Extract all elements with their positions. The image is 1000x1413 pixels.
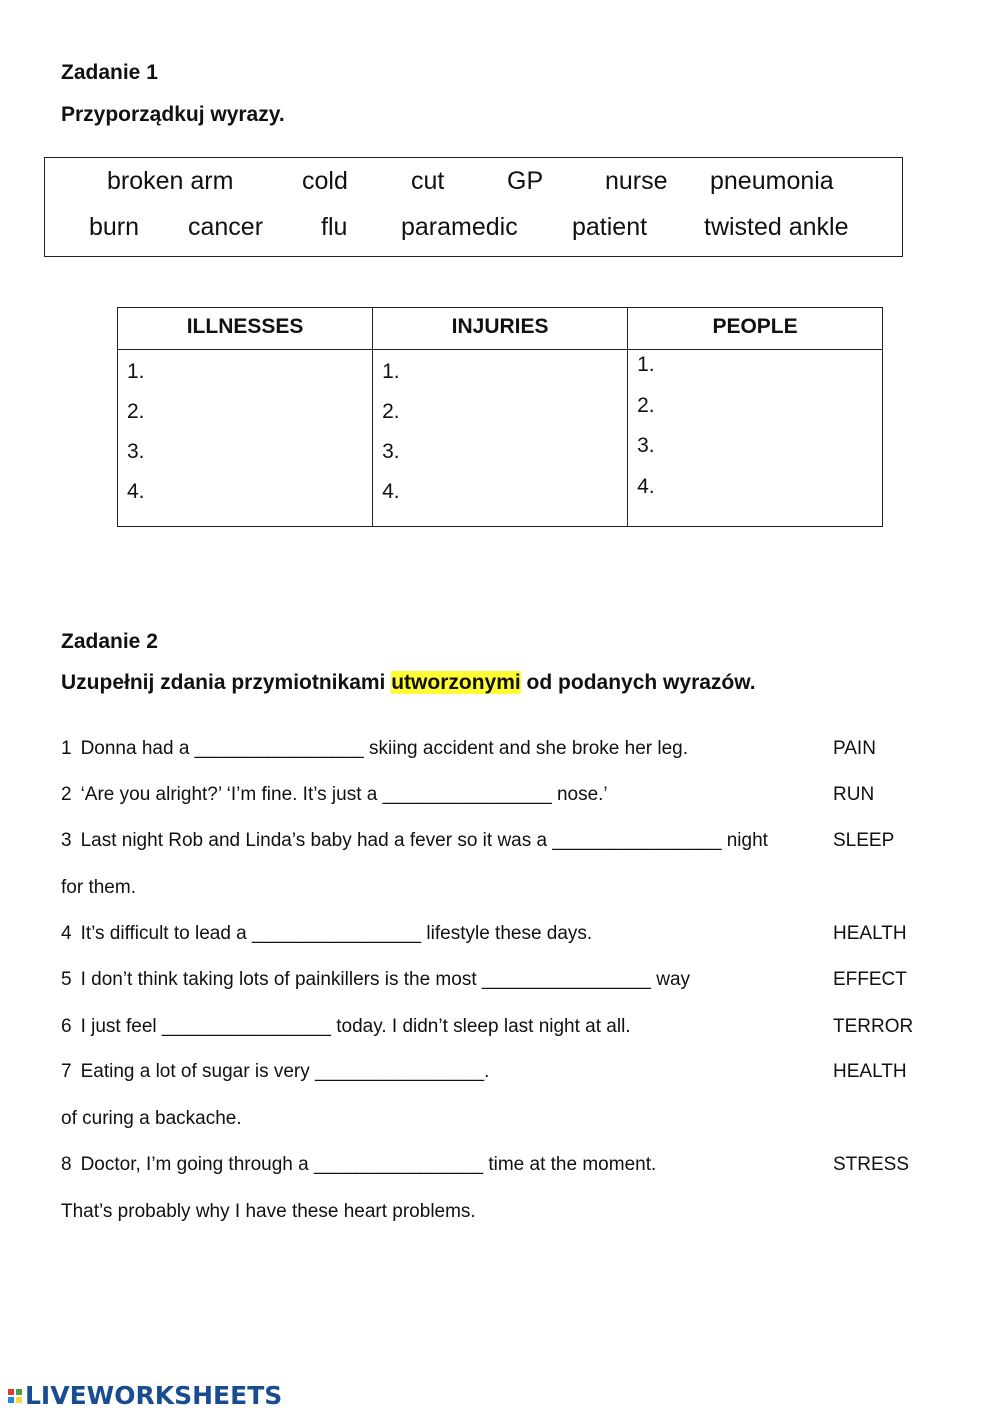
base-word: SLEEP [833,830,895,851]
sentence-text: Eating a lot of sugar is very [80,1061,316,1082]
word-bank-item[interactable]: cold [302,167,348,195]
people-answer-cell[interactable] [628,350,883,527]
logo-icon [8,1389,22,1403]
sentence-continuation: for them. [61,877,136,898]
sentence-number: 6 [61,1016,72,1037]
base-word: STRESS [833,1154,910,1175]
sentence-number: 3 [61,830,72,851]
word-bank-item[interactable]: paramedic [401,213,518,241]
logo-square [8,1397,14,1403]
base-word: TERROR [833,1016,914,1037]
word-bank-item[interactable]: patient [572,213,648,241]
base-word: PAIN [833,738,876,759]
item-number: 4. [127,480,145,503]
logo-square [16,1389,22,1395]
word-bank-item[interactable]: GP [507,167,544,195]
sentence-number: 8 [61,1154,72,1175]
answer-blank[interactable]: ________________ [252,923,422,944]
sentence-number: 7 [61,1061,72,1082]
item-number: 1. [382,360,400,383]
sentence-text: I just feel [80,1016,162,1037]
word-bank-item[interactable]: pneumonia [710,167,834,195]
task1-title: Zadanie 1 [61,61,158,84]
answer-blank[interactable]: ________________ [314,1154,484,1175]
base-word: RUN [833,784,875,805]
base-word: EFFECT [833,969,907,990]
word-bank-item[interactable]: burn [89,213,140,241]
sentence-number: 1 [61,738,72,759]
answer-blank[interactable]: ________________ [194,738,364,759]
item-number: 2. [637,394,655,417]
item-number: 2. [127,400,145,423]
sentence-7 [61,1061,489,1083]
task2-title: Zadanie 2 [61,630,158,653]
logo-text: LIVEWORKSHEETS [25,1381,283,1410]
word-bank-item[interactable]: nurse [605,167,668,195]
item-number: 3. [127,440,145,463]
word-bank [44,157,903,257]
base-word: HEALTH [833,923,907,944]
sentence-5 [61,969,690,991]
answer-blank[interactable]: ________________ [382,784,552,805]
injuries-answer-cell[interactable] [373,350,628,527]
column-header-illnesses: ILLNESSES [118,308,373,350]
item-number: 2. [382,400,400,423]
sentence-text: time at the moment. [483,1154,657,1175]
highlighted-word: utworzonymi [391,671,521,694]
column-header-injuries: INJURIES [373,308,628,350]
item-number: 1. [637,353,655,376]
sentence-number: 4 [61,923,72,944]
sentence-number: 5 [61,969,72,990]
base-word: HEALTH [833,1061,907,1082]
column-header-people: PEOPLE [628,308,883,350]
item-number: 4. [637,475,655,498]
sentence-text: ‘Are you alright?’ ‘I’m fine. It’s just a [80,784,383,805]
sentence-2 [61,784,608,806]
instruction-text: Uzupełnij zdania przymiotnikami [61,671,392,694]
sentence-text: Doctor, I’m going through a [80,1154,314,1175]
illnesses-answer-cell[interactable] [118,350,373,527]
word-bank-item[interactable]: cancer [188,213,264,241]
answer-blank[interactable]: ________________ [315,1061,485,1082]
answer-blank[interactable]: ________________ [481,969,651,990]
word-bank-item[interactable]: broken arm [107,167,234,195]
liveworksheets-logo [8,1381,282,1410]
logo-square [16,1397,22,1403]
task2-instruction [61,671,756,695]
sentence-6 [61,1016,631,1038]
sentence-text: It’s difficult to lead a [80,923,253,944]
sentence-text: way [650,969,691,990]
item-number: 4. [382,480,400,503]
sentence-4 [61,923,592,945]
sentence-text: nose.’ [551,784,608,805]
sentence-text: night [721,830,768,851]
sentence-continuation: That’s probably why I have these heart problems. [61,1201,476,1222]
logo-square [8,1389,14,1395]
sentence-text: lifestyle these days. [421,923,593,944]
answer-blank[interactable]: ________________ [552,830,722,851]
item-number: 3. [637,434,655,457]
sentence-text: I don’t think taking lots of painkillers is the most [80,969,482,990]
sentence-1 [61,738,688,760]
word-bank-item[interactable]: cut [411,167,445,195]
category-table [117,307,883,527]
instruction-text: od podanych wyrazów. [520,671,756,694]
sentence-8 [61,1154,656,1176]
sentence-text: Donna had a [80,738,195,759]
word-bank-item[interactable]: twisted ankle [704,213,849,241]
sentence-text: Last night Rob and Linda’s baby had a fever so it was a [80,830,553,851]
sentence-text: . [484,1061,490,1082]
item-number: 1. [127,360,145,383]
task1-instruction: Przyporządkuj wyrazy. [61,103,285,126]
item-number: 3. [382,440,400,463]
sentence-3 [61,830,768,852]
sentence-continuation: of curing a backache. [61,1108,242,1129]
sentence-text: skiing accident and she broke her leg. [363,738,689,759]
answer-blank[interactable]: ________________ [161,1016,331,1037]
sentence-number: 2 [61,784,72,805]
word-bank-item[interactable]: flu [321,213,348,241]
sentence-text: today. I didn’t sleep last night at all. [330,1016,631,1037]
